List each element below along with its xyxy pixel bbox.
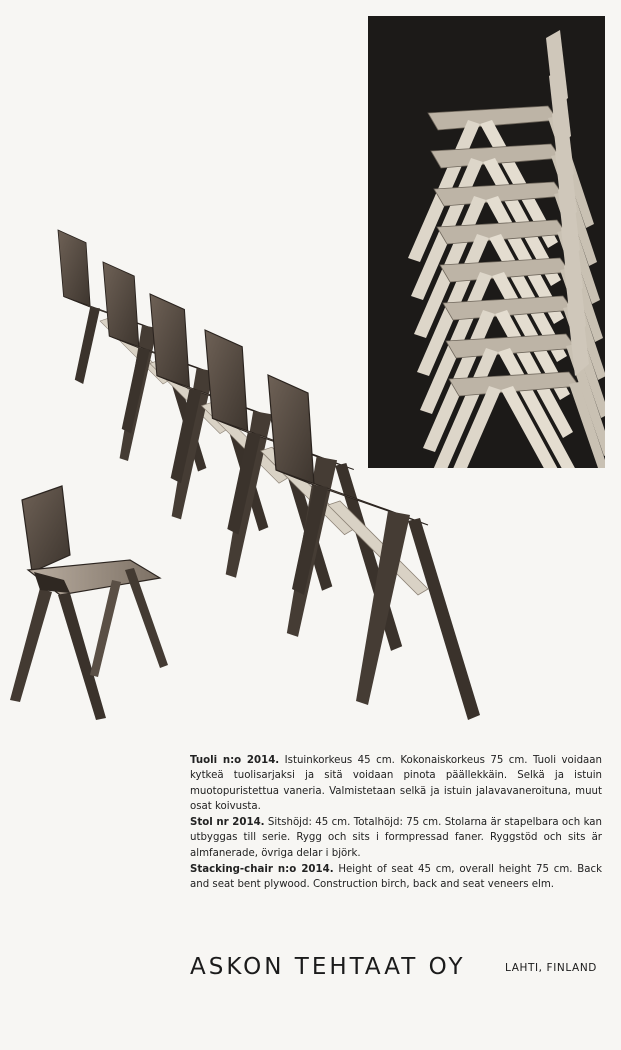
- caption-english: [190, 862, 602, 893]
- product-caption: [190, 753, 602, 894]
- caption-english-lead: Stacking-chair n:o 2014.: [190, 864, 334, 876]
- brand-name: ASKON TEHTAAT OY: [190, 954, 466, 980]
- caption-finnish: [190, 753, 602, 814]
- single-chair: [10, 486, 168, 720]
- caption-finnish-lead: Tuoli n:o 2014.: [190, 755, 280, 766]
- caption-swedish-lead: Stol nr 2014.: [190, 817, 265, 829]
- caption-english-text: Height of seat 45 cm, overall height 75 cm. Back and seat bent plywood. Construction birch, back and seat veneers elm.: [190, 864, 602, 891]
- caption-finnish-text: Istuinkorkeus 45 cm. Kokonaiskorkeus 75 cm. Tuoli voidaan kytkeä tuolisarjaksi ja sitä voidaan pinota päällekkäin. Selkä ja istuin muotopuristettua vaneria. Valmistetaan selkä ja istuin jalavavaneroituna, muut osat koivusta.: [190, 755, 602, 812]
- stacked-chairs-illustration: [368, 16, 605, 468]
- caption-swedish: [190, 815, 602, 861]
- manufacturer-signature: [190, 954, 602, 984]
- brand-location: LAHTI, FINLAND: [505, 962, 597, 974]
- caption-swedish-text: Sitshöjd: 45 cm. Totalhöjd: 75 cm. Stolarna är stapelbara och kan utbyggas till serie. Rygg och sits i formpressad faner. Ryggstöd och sits är almfanerade, övriga delar i björk.: [190, 817, 602, 859]
- stacked-chairs-photo: [368, 16, 605, 468]
